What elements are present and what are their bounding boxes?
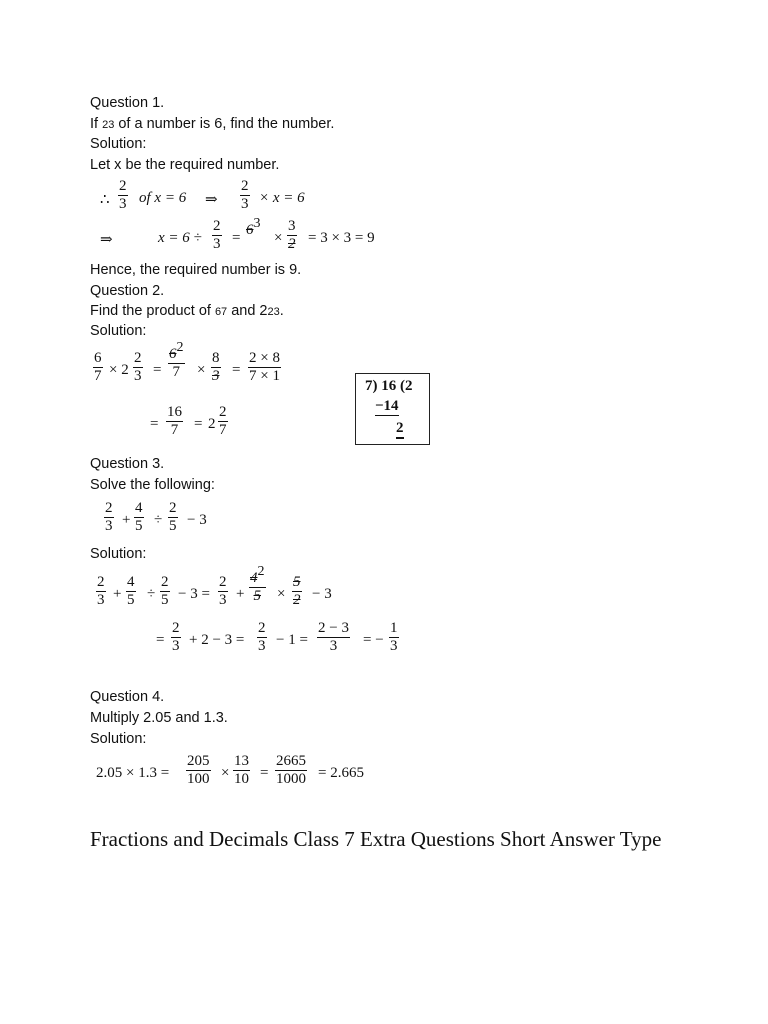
fraction: $\frac{2}{3}$ [241,178,249,212]
fraction: $\frac{2 - 3}{3}$ [318,620,349,654]
plus-sign: + [122,512,131,528]
fraction: $\frac{16}{7}$ [167,404,182,438]
fraction: $\frac{2665}{1000}$ [276,753,306,787]
math-text: 2.05 × 1.3 = [96,765,170,781]
fraction: $\frac{5}{2}$ [293,574,301,608]
solution-label: Solution: [90,546,147,562]
question-2-label: Question 2. [90,283,165,299]
times-sign: × [274,230,283,246]
equals-sign: = [150,416,159,432]
plus-sign: + [236,586,245,602]
question-3-label: Question 3. [90,456,165,472]
fraction: $\frac{4}{5}$ [135,500,143,534]
times-sign: × [197,362,206,378]
fraction: $\frac{205}{100}$ [187,753,210,787]
fraction: $\frac{2}{3}$ [134,350,142,384]
solution-label: Solution: [90,136,147,152]
fraction: $\frac{2 \times 8}{7 \times 1}$ [249,350,280,384]
math-text: + 2 − 3 = [189,632,245,648]
math-text: = 3 × 3 = 9 [308,230,375,246]
fraction: $\frac{6}{7}$ [94,350,102,384]
solution-label: Solution: [90,323,147,339]
question-2-text: Find the product of 67 and 223. [90,303,284,319]
question-4-label: Question 4. [90,689,165,705]
fraction: $\frac{2}{3}$ [119,178,127,212]
implies-symbol: ⇒ [100,232,113,248]
math-text: of x = 6 [139,190,187,206]
fraction: $\frac{3}{2}$ [288,218,296,252]
question-1-label: Question 1. [90,95,165,111]
math-text: × 2 [109,362,129,378]
math-text: = 2.665 [318,765,364,781]
equals-sign: = [194,416,203,432]
fraction: $\frac{2}{3}$ [172,620,180,654]
question-1-text: If 23 of a number is 6, find the number. [90,116,335,132]
math-text: x = 6 ÷ [158,230,202,246]
equals-sign: = [260,765,269,781]
plus-sign: + [113,586,122,602]
equals-sign: = [232,362,241,378]
fraction: $\frac{2}{3}$ [105,500,113,534]
division-remainder: 2 [396,420,404,439]
cancelled-term: 63 [246,216,261,238]
fraction: $\frac{2}{5}$ [169,500,177,534]
long-division-box [355,373,430,445]
fraction: $\frac{1}{3}$ [390,620,398,654]
times-sign: × [277,586,286,602]
equals-sign: = [232,230,241,246]
fraction: $\frac{2}{7}$ [219,404,227,438]
divide-sign: ÷ [147,586,156,602]
math-text: × x = 6 [259,190,305,206]
question-4-text: Multiply 2.05 and 1.3. [90,710,228,726]
fraction: $\frac{2}{3}$ [213,218,221,252]
equals-sign: = [153,362,162,378]
whole-number: 2 [208,416,216,432]
fraction: $\frac{2}{5}$ [161,574,169,608]
math-text: = − [363,632,384,648]
fraction: $\frac{2}{3}$ [258,620,266,654]
question-3-text: Solve the following: [90,477,215,493]
therefore-symbol: ∴ [100,192,110,208]
solution-text: Let x be the required number. [90,157,280,173]
solution-label: Solution: [90,731,147,747]
fraction: $\frac{4}{5}$ [127,574,135,608]
times-sign: × [221,765,230,781]
section-heading: Fractions and Decimals Class 7 Extra Questions Short Answer Type [90,827,662,851]
equals-sign: = [156,632,165,648]
divide-sign: ÷ [154,512,163,528]
math-text: − 3 = [178,586,210,602]
fraction: $\frac{13}{10}$ [234,753,249,787]
solution-text: Hence, the required number is 9. [90,262,302,278]
fraction: $\frac{2}{3}$ [97,574,105,608]
fraction: $\frac{8}{3}$ [212,350,220,384]
fraction: $\frac{42}{5}$ [250,564,265,604]
math-text: − 3 [187,512,207,528]
fraction: $\frac{2}{3}$ [219,574,227,608]
division-line: −14 [375,398,399,414]
division-line: 7) 16 (2 [365,378,413,394]
fraction: $\frac{62}{7}$ [169,340,184,380]
math-text: − 1 = [276,632,308,648]
math-text: − 3 [312,586,332,602]
implies-symbol: ⇒ [205,192,218,208]
inline-fraction: 23 [102,119,115,131]
